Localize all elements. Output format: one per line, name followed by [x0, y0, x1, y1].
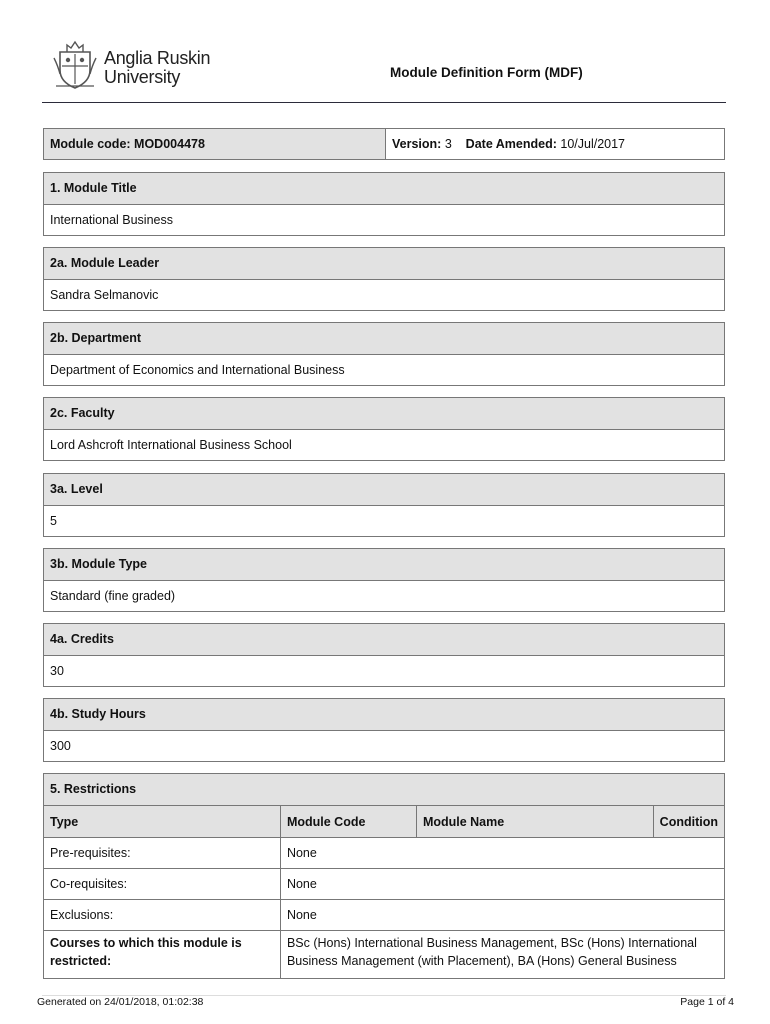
- section-heading: 3a. Level: [44, 474, 724, 506]
- section-heading: 4a. Credits: [44, 624, 724, 656]
- courses-label-line2: restricted:: [50, 954, 112, 968]
- column-header-type: Type: [44, 806, 280, 838]
- section-heading: 4b. Study Hours: [44, 699, 724, 731]
- courses-label: [44, 931, 280, 979]
- courses-label-line1: Courses to which this module is: [50, 936, 242, 950]
- section-module-title: [43, 172, 725, 236]
- section-heading: 3b. Module Type: [44, 549, 724, 581]
- column-header-module-code: Module Code: [280, 806, 416, 838]
- restriction-value: None: [280, 838, 724, 869]
- section-heading: 2a. Module Leader: [44, 248, 724, 280]
- restriction-type: Co-requisites:: [44, 869, 280, 900]
- table-header-row: [44, 806, 724, 838]
- section-value: Sandra Selmanovic: [50, 288, 159, 302]
- section-credits: [43, 623, 725, 687]
- section-restrictions: [43, 773, 725, 979]
- section-module-type: [43, 548, 725, 612]
- restriction-type: Exclusions:: [44, 900, 280, 931]
- page-number: Page 1 of 4: [680, 996, 734, 1008]
- restriction-value: None: [280, 869, 724, 900]
- section-heading: 2b. Department: [44, 323, 724, 355]
- module-code-value: MOD004478: [134, 137, 205, 151]
- section-faculty: [43, 397, 725, 461]
- section-heading: 2c. Faculty: [44, 398, 724, 430]
- table-row: [44, 838, 724, 869]
- section-level: [43, 473, 725, 537]
- section-study-hours: [43, 698, 725, 762]
- section-value: Department of Economics and International Business: [50, 363, 345, 377]
- section-value: Lord Ashcroft International Business School: [50, 438, 292, 452]
- restriction-value: None: [280, 900, 724, 931]
- form-title: Module Definition Form (MDF): [390, 65, 583, 80]
- courses-value-line2: Business Management (with Placement), BA (Hons) General Business: [286, 954, 677, 968]
- version-date-cell: [386, 129, 724, 159]
- crest-icon: [52, 38, 98, 90]
- generated-timestamp: Generated on 24/01/2018, 01:02:38: [37, 996, 204, 1008]
- module-code-box: [43, 128, 725, 160]
- courses-value-line1: BSc (Hons) International Business Management, BSc (Hons) International: [286, 936, 697, 950]
- module-code-cell: [44, 129, 386, 159]
- table-row: [44, 900, 724, 931]
- courses-value: [280, 931, 724, 979]
- date-amended-value: 10/Jul/2017: [560, 137, 626, 151]
- version-label: Version:: [392, 137, 442, 151]
- section-value: 5: [50, 514, 57, 528]
- logo-text-line2: University: [104, 67, 181, 87]
- header-divider: [42, 102, 726, 103]
- section-heading: 1. Module Title: [44, 173, 724, 205]
- table-row: [44, 869, 724, 900]
- section-value: International Business: [50, 213, 173, 227]
- section-heading: 5. Restrictions: [44, 774, 724, 805]
- column-header-module-name: Module Name: [416, 806, 653, 838]
- table-row-courses: [44, 931, 724, 979]
- column-header-condition: Condition: [653, 806, 724, 838]
- logo-text-line1: Anglia Ruskin: [104, 48, 211, 68]
- section-department: [43, 322, 725, 386]
- section-value: 30: [50, 664, 64, 678]
- module-code-label: Module code:: [50, 137, 131, 151]
- date-amended-label: Date Amended:: [465, 137, 557, 151]
- section-value: 300: [50, 739, 71, 753]
- university-logo: [52, 38, 232, 94]
- version-value: 3: [444, 137, 452, 151]
- restrictions-table: [44, 805, 724, 978]
- section-value: Standard (fine graded): [50, 589, 176, 603]
- restriction-type: Pre-requisites:: [44, 838, 280, 869]
- section-module-leader: [43, 247, 725, 311]
